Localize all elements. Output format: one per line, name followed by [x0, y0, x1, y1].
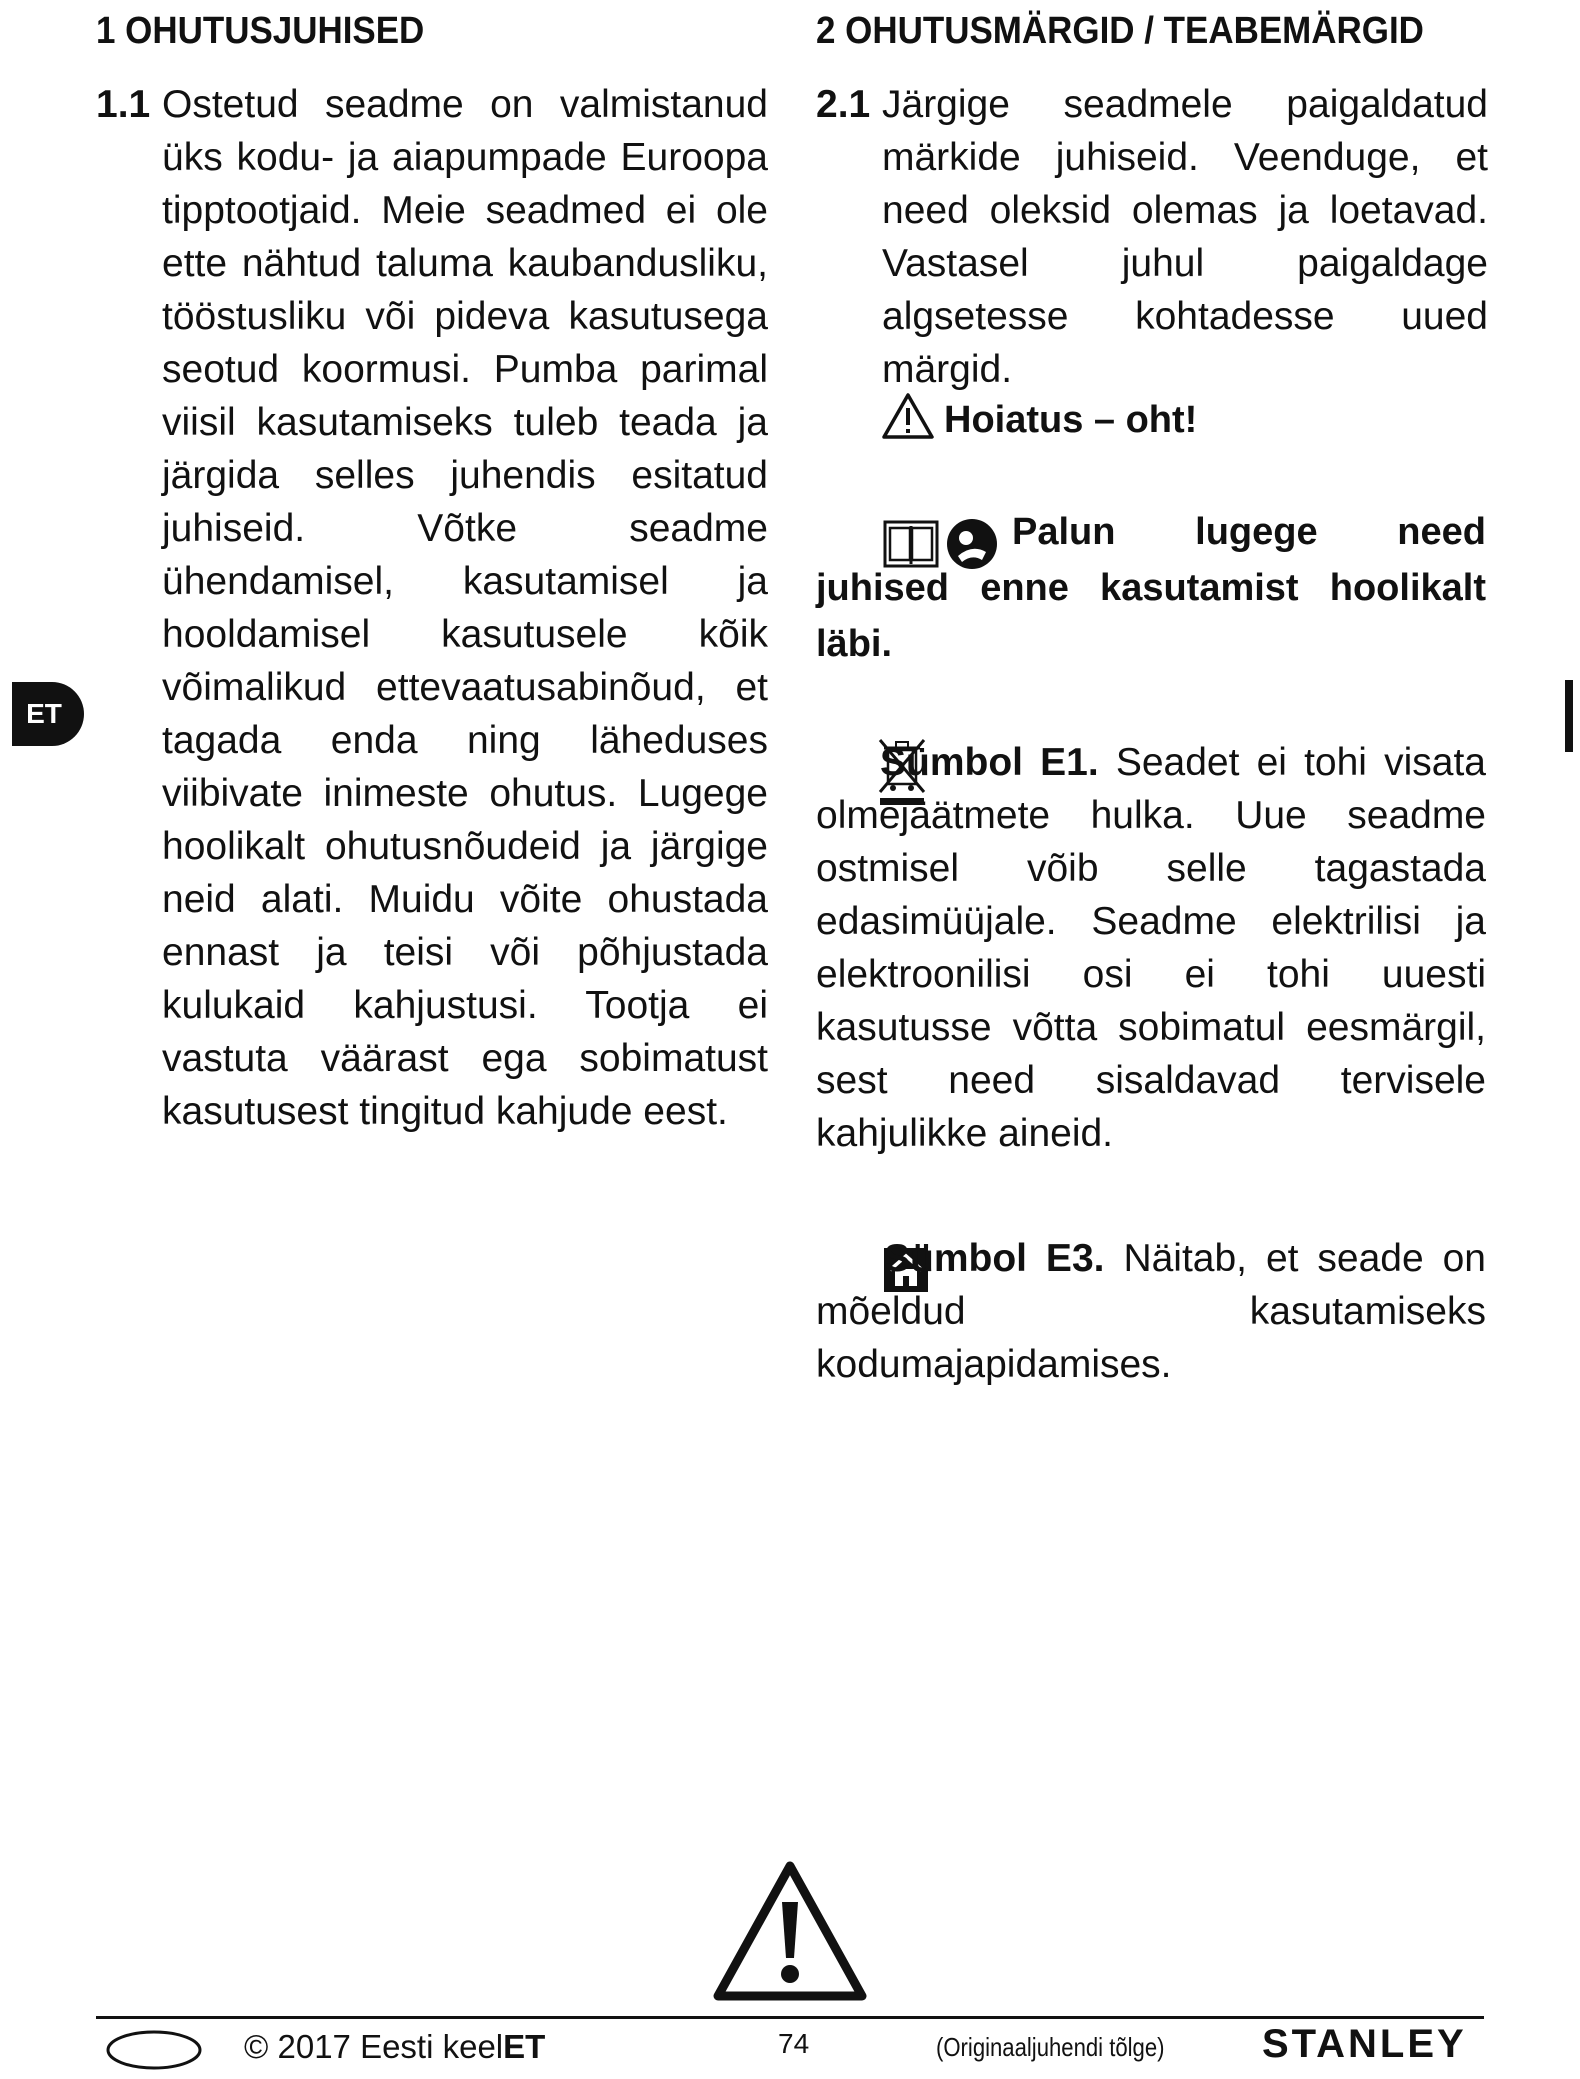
read-manual-text: Palun lugege need juhised enne kasutamist hoolikalt läbi. — [816, 511, 1486, 665]
oval-logo-icon — [104, 2028, 204, 2072]
symbol-e3-text: Näitab, et seade on mõeldud kasutamiseks kodumajapidamises. — [816, 1237, 1486, 1386]
edge-thumb-mark — [1565, 680, 1573, 752]
footer-copyright: © 2017 Eesti keelET — [244, 2028, 546, 2065]
section-2-1-text: Järgige seadmele paigaldatud märkide juhiseid. Veenduge, et need oleksid olemas ja loetavad. Vastasel juhul paigaldage algsetesse kohtadesse uued märgid. — [882, 83, 1488, 391]
footer-rule — [96, 2016, 1484, 2019]
section-2-1-number: 2.1 — [816, 83, 871, 126]
section-1-heading: 1 OHUTUSJUHISED — [96, 10, 425, 52]
original-translation-note: (Originaaljuhendi tõlge) — [936, 2032, 1165, 2062]
page-number: 74 — [778, 2028, 810, 2059]
symbol-e3-title: Sümbol E3. — [884, 1237, 1105, 1280]
section-2-heading: 2 OHUTUSMÄRGID / TEABEMÄRGID — [816, 10, 1424, 52]
language-tab: ET — [12, 682, 84, 746]
warning-label: Hoiatus – oht! — [944, 399, 1198, 441]
section-1-1-number: 1.1 — [96, 83, 151, 126]
section-1-1-text: Ostetud seadme on valmistanud üks kodu- ja aiapumpade Euroopa tipptootjaid. Meie seadmed ei ole ette nähtud taluma kaubandusliku, tööstusliku või pideva kasutusega seotud koormusi. Pumba parimal viisil kasutamiseks tuleb teada ja järgida selles juhendis esitatud juhiseid. Võtke seadme ühendamisel, kasutamisel ja hooldamisel kasutusele kõik võimalikud ettevaatusabinõud, et tagada enda ning läheduses viibivate inimeste ohutus. Lugege hoolikalt ohutusnõudeid ja järgige neid alati. Muidu võite ohustada ennast ja teisi või põhjustada kulukaid kahjustusi. Tootja ei vastuta väärast ega sobimatust kasutusest tingitud kahjude eest. — [162, 83, 768, 1133]
warning-triangle-icon — [882, 392, 934, 440]
brand-logo: STANLEY — [1262, 2022, 1467, 2066]
symbol-e1-text: Seadet ei tohi visata olmejäätmete hulka. Uue seadme ostmisel võib selle tagastada edasimüüjale. Seadme elektrilisi ja elektroonilisi osi ei tohi uuesti kasutusse võtta sobimatul eesmärgil, sest need sisaldavad tervisele kahjulikke aineid. — [816, 741, 1487, 1155]
large-warning-icon — [712, 1860, 868, 2002]
symbol-e1-title: Sümbol E1. — [880, 741, 1099, 784]
symbol-e1-block — [816, 736, 1486, 1160]
symbol-e3-block — [816, 1232, 1486, 1391]
